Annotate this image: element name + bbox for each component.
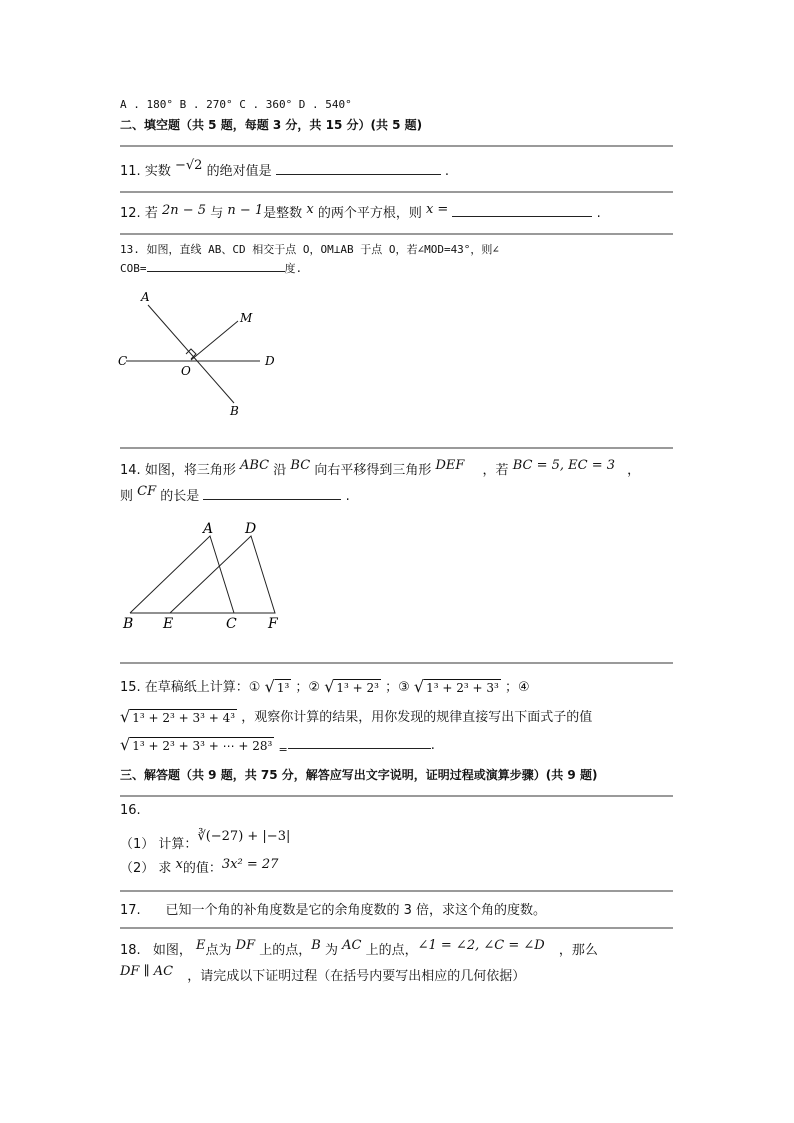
label-f: F (268, 616, 278, 632)
label-c: C (226, 616, 237, 632)
q11-pre: 实数 (144, 164, 171, 179)
q14-figure (115, 520, 300, 635)
q15-sep-1: ；② (295, 680, 321, 695)
question-17: 17. 已知一个角的补角度数是它的余角度数的 3 倍，求这个角的度数。 (120, 903, 547, 918)
q15-line-2-post: ，观察你计算的结果，用你发现的规律直接写出下面式子的值 (241, 710, 593, 725)
q14-cond-pre: ，若 (482, 463, 509, 478)
q18-line-1 (120, 938, 598, 958)
label-e: E (163, 616, 174, 632)
q18-line-2 (120, 964, 525, 984)
divider (120, 662, 673, 664)
q18-conclusion: DF ∥ AC (120, 964, 174, 979)
label-b: B (230, 404, 239, 418)
q13-line-2 (120, 259, 302, 276)
divider (120, 233, 673, 235)
q15-sep-2: ；③ (385, 680, 410, 695)
q12-pre: 若 (144, 206, 158, 221)
q16-part-2-variable: x (175, 857, 183, 872)
q14-number: 14. (120, 463, 141, 478)
q16-part-2-label: （2） 求 (120, 861, 172, 876)
q15-radical-1: √ 1³ (264, 677, 290, 696)
q13-line-2-pre: COB= (120, 262, 147, 275)
q12-expression-2: n − 1 (227, 203, 264, 218)
q18-t1: 点为 (205, 943, 232, 958)
q14-pre: 如图，将三角形 (144, 463, 236, 478)
q15-radical-5: √ 1³ + 2³ + 3³ + ⋯ + 28³ (120, 735, 273, 754)
ray-om (191, 321, 238, 360)
q13-answer-blank[interactable] (147, 259, 285, 272)
q15-equals: = (278, 743, 288, 756)
divider (120, 191, 673, 193)
question-12 (120, 202, 601, 221)
q14-answer-blank[interactable] (203, 487, 341, 500)
q16-part-2 (120, 857, 278, 876)
q14-abc: ABC (239, 458, 270, 473)
label-a: A (141, 290, 150, 304)
q14-line-1 (120, 458, 640, 478)
q14-bc: BC (290, 458, 311, 473)
divider (120, 447, 673, 449)
q15-sep-3: ；④ (504, 680, 530, 695)
q15-line-3 (120, 736, 435, 756)
section3-title: 三、解答题（共 9 题，共 75 分，解答应写出文字说明，证明过程或演算步骤）(共 9 题) (120, 768, 598, 782)
q10-options: A . 180° B . 270° C . 360° D . 540° (120, 98, 352, 111)
q11-post: 的绝对值是 (206, 164, 272, 179)
q18-t4: 上的点， (365, 943, 418, 958)
q12-variable: x (306, 202, 314, 217)
q14-line-2-post: 的长是 (160, 489, 200, 504)
q14-end: . (345, 489, 350, 504)
q15-radical-4: √ 1³ + 2³ + 3³ + 4³ (120, 707, 236, 726)
q14-cf: CF (137, 484, 157, 499)
q18-b: B (311, 938, 321, 953)
label-b: B (123, 616, 134, 632)
label-a: A (203, 521, 214, 537)
q14-line-2-pre: 则 (120, 489, 134, 504)
label-c: C (118, 354, 128, 368)
q18-condition: ∠1 = ∠2, ∠C = ∠D (417, 938, 545, 953)
q16-part-2-mid: 的值： (182, 861, 222, 876)
label-d: D (245, 521, 257, 537)
q18-number: 18. (120, 943, 141, 958)
q18-t6: ，请完成以下证明过程（在括号内要写出相应的几何依据） (187, 969, 526, 984)
q12-number: 12. (120, 206, 141, 221)
q16-part-2-expression: 3x² = 27 (221, 857, 279, 872)
q11-number: 11. (120, 164, 141, 179)
q18-t3: 为 (324, 943, 338, 958)
divider (120, 145, 673, 147)
q13-line-2-post: 度. (284, 262, 303, 275)
q14-along: 沿 (273, 463, 287, 478)
q16-part-1-expression: ∛(−27) + |−3| (197, 829, 291, 844)
divider (120, 927, 673, 929)
section2-title: 二、填空题（共 5 题，每题 3 分，共 15 分）(共 5 题) (120, 118, 423, 132)
q18-pre: 如图， (152, 943, 192, 958)
q18-e: E (195, 938, 206, 953)
q15-radical-2: √ 1³ + 2³ (324, 677, 379, 696)
q14-condition: BC = 5, EC = 3 (512, 458, 616, 473)
line-ab (148, 305, 234, 403)
q16-part-1 (120, 829, 290, 852)
q15-end: . (430, 738, 435, 753)
q18-t2: 上的点， (259, 943, 312, 958)
q15-radical-3: √ 1³ + 2³ + 3³ (413, 677, 499, 696)
q12-expression-1: 2n − 5 (161, 203, 207, 218)
q11-end: . (444, 164, 450, 179)
q14-comma: ， (627, 463, 641, 478)
q13-line-1: 13. 如图，直线 AB、CD 相交于点 O，OM⊥AB 于点 O，若∠MOD=43°，则∠ (120, 243, 500, 256)
q12-lhs: x = (425, 202, 449, 217)
q16-number: 16. (120, 803, 141, 818)
q14-def: DEF (435, 458, 465, 473)
q16-part-1-label: （1） 计算： (120, 837, 198, 852)
q18-t5: ，那么 (558, 943, 598, 958)
q14-mid: 向右平移得到三角形 (314, 463, 432, 478)
divider (120, 890, 673, 892)
q14-line-2 (120, 484, 350, 504)
q11-answer-blank[interactable] (276, 162, 441, 175)
q15-line-1-pre: 15. 在草稿纸上计算：① (120, 680, 261, 695)
label-m: M (240, 311, 253, 325)
q11-expression: −√2 (174, 158, 203, 173)
question-11 (120, 158, 449, 179)
q18-df: DF (235, 938, 256, 953)
q12-answer-blank[interactable] (452, 204, 592, 217)
label-o: O (181, 364, 191, 378)
label-d: D (265, 354, 275, 368)
q13-figure (110, 288, 300, 423)
q12-mid-2: 是整数 (263, 206, 303, 221)
divider (120, 795, 673, 797)
q15-line-2 (120, 706, 592, 726)
q12-end: . (596, 206, 601, 221)
q12-mid-3: 的两个平方根，则 (317, 206, 422, 221)
q15-answer-blank[interactable] (288, 736, 431, 749)
q18-ac: AC (342, 938, 362, 953)
q12-mid-1: 与 (210, 206, 224, 221)
q15-line-1 (120, 676, 530, 696)
